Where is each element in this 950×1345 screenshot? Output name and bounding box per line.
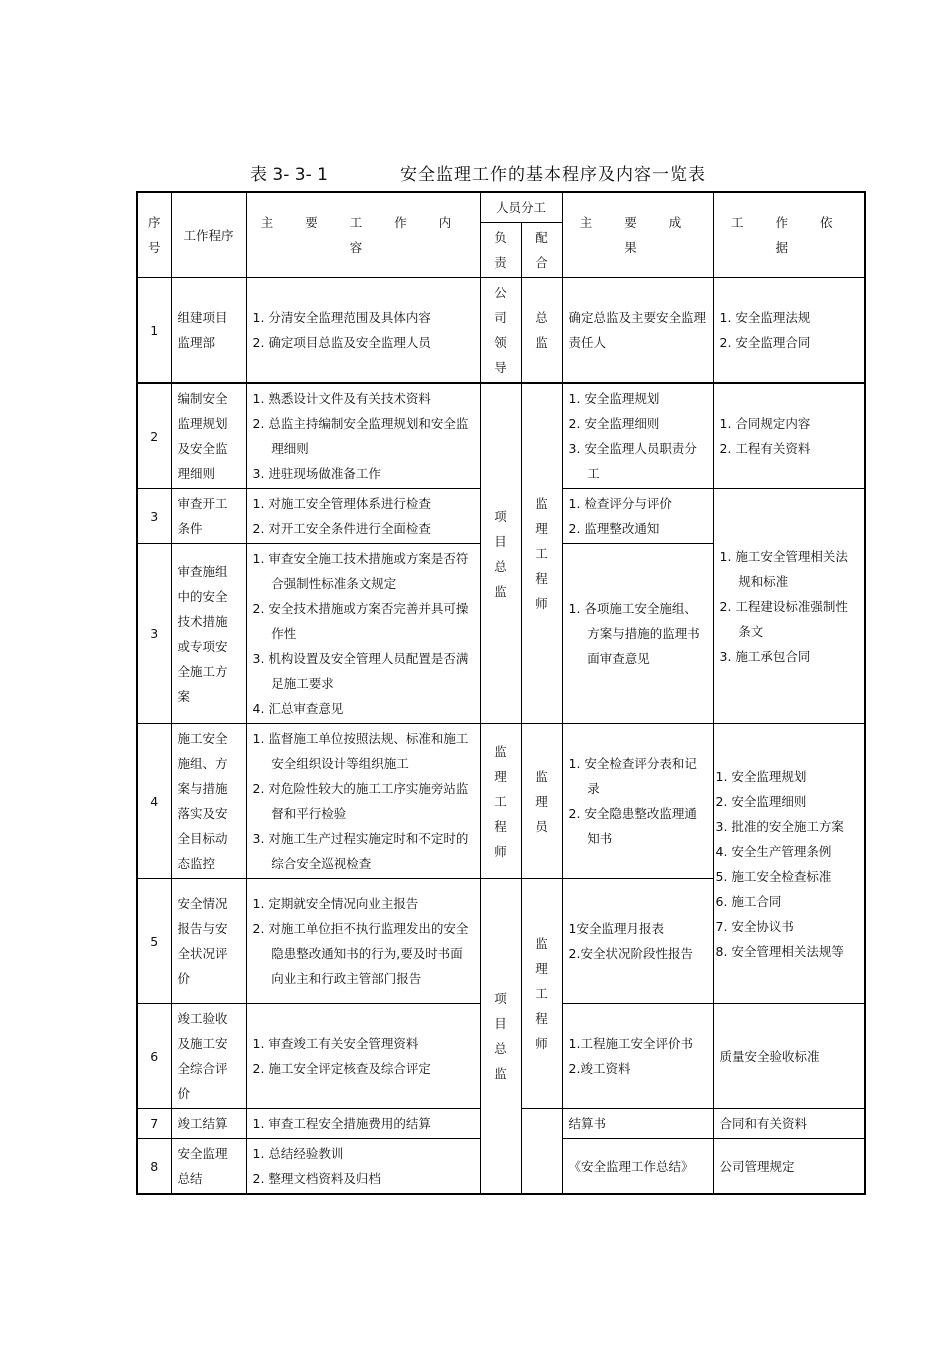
table-row xyxy=(137,724,865,879)
table-name: 安全监理工作的基本程序及内容一览表 xyxy=(400,165,706,185)
header-staffing: 人员分工 xyxy=(480,192,562,223)
content-cell: 1. 定期就安全情况向业主报告 2. 对施工单位拒不执行监理发出的安全隐患整改通知书的行为,要及时书面向业主和行政主管部门报告 xyxy=(246,879,480,1004)
basis-cell: 1. 合同规定内容 2. 工程有关资料 xyxy=(713,383,865,489)
lead-cell: 监理工程师 xyxy=(480,724,521,879)
results-cell: 确定总监及主要安全监理责任人 xyxy=(562,278,713,384)
lead-cell-merged: 项目总监 xyxy=(480,879,521,1195)
table-row xyxy=(137,278,865,384)
seq-cell: 2 xyxy=(137,383,171,489)
content-cell: 1. 熟悉设计文件及有关技术资料 2. 总监主持编制安全监理规划和安全监理细则 3. 进驻现场做准备工作 xyxy=(246,383,480,489)
results-cell: 1安全监理月报表 2.安全状况阶段性报告 xyxy=(562,879,713,1004)
content-cell: 1. 审查工程安全措施费用的结算 xyxy=(246,1109,480,1139)
procedure-cell: 安全监理总结 xyxy=(171,1139,246,1195)
results-cell: 1. 安全监理规划 2. 安全监理细则 3. 安全监理人员职责分工 xyxy=(562,383,713,489)
seq-cell: 8 xyxy=(137,1139,171,1195)
seq-cell: 3 xyxy=(137,489,171,544)
seq-cell: 6 xyxy=(137,1004,171,1109)
content-cell: 1. 监督施工单位按照法规、标准和施工安全组织设计等组织施工 2. 对危险性较大的施工工序实施旁站监督和平行检验 3. 对施工生产过程实施定时和不定时的综合安全巡视检查 xyxy=(246,724,480,879)
content-cell: 1. 总结经验教训 2. 整理文档资料及归档 xyxy=(246,1139,480,1195)
header-assist: 配合 xyxy=(521,223,562,278)
procedure-cell: 竣工结算 xyxy=(171,1109,246,1139)
basis-cell: 合同和有关资料 xyxy=(713,1109,865,1139)
results-cell: 1. 安全检查评分表和记录 2. 安全隐患整改监理通知书 xyxy=(562,724,713,879)
basis-cell: 1. 安全监理法规 2. 安全监理合同 xyxy=(713,278,865,384)
assist-cell: 总监 xyxy=(521,278,562,384)
procedure-cell: 审查施组中的安全技术措施或专项安全施工方案 xyxy=(171,544,246,724)
basis-cell: 1. 安全监理规划 2. 安全监理细则 3. 批准的安全施工方案 4. 安全生产管理条例 5. 施工安全检查标准 6. 施工合同 7. 安全协议书 8. 安全管理相关法规等 xyxy=(713,724,865,1004)
procedure-cell: 施工安全施组、方案与措施落实及安全目标动态监控 xyxy=(171,724,246,879)
seq-cell: 7 xyxy=(137,1109,171,1139)
basis-cell: 公司管理规定 xyxy=(713,1139,865,1195)
results-cell: 《安全监理工作总结》 xyxy=(562,1139,713,1195)
results-cell: 结算书 xyxy=(562,1109,713,1139)
seq-cell: 4 xyxy=(137,724,171,879)
procedure-cell: 安全情况报告与安全状况评价 xyxy=(171,879,246,1004)
header-seq: 序号 xyxy=(137,192,171,278)
header-lead: 负责 xyxy=(480,223,521,278)
procedure-cell: 审查开工条件 xyxy=(171,489,246,544)
procedure-cell: 编制安全监理规划及安全监理细则 xyxy=(171,383,246,489)
lead-cell-merged: 项目总监 xyxy=(480,383,521,724)
header-results: 主 要 成 果 xyxy=(562,192,713,278)
results-cell: 1. 检查评分与评价 2. 监理整改通知 xyxy=(562,489,713,544)
assist-cell-empty xyxy=(521,1109,562,1195)
content-cell: 1. 审查安全施工技术措施或方案是否符合强制性标准条文规定 2. 安全技术措施或方案否完善并具可操作性 3. 机构设置及安全管理人员配置是否满足施工要求 4. 汇总审查意见 xyxy=(246,544,480,724)
seq-cell: 5 xyxy=(137,879,171,1004)
basis-cell: 质量安全验收标准 xyxy=(713,1004,865,1109)
content-cell: 1. 审查竣工有关安全管理资料 2. 施工安全评定核查及综合评定 xyxy=(246,1004,480,1109)
header-procedure: 工作程序 xyxy=(171,192,246,278)
table-title xyxy=(0,160,950,184)
procedure-table xyxy=(136,191,866,1195)
content-cell: 1. 对施工安全管理体系进行检查 2. 对开工安全条件进行全面检查 xyxy=(246,489,480,544)
assist-cell: 监理员 xyxy=(521,724,562,879)
results-cell: 1. 各项施工安全施组、方案与措施的监理书面审查意见 xyxy=(562,544,713,724)
header-content: 主 要 工 作 内 容 xyxy=(246,192,480,278)
assist-cell-merged: 监理工程师 xyxy=(521,879,562,1109)
results-cell: 1.工程施工安全评价书 2.竣工资料 xyxy=(562,1004,713,1109)
assist-cell-merged: 监理工程师 xyxy=(521,383,562,724)
table-row xyxy=(137,383,865,489)
header-basis: 工 作 依 据 xyxy=(713,192,865,278)
table-number: 表 3- 3- 1 xyxy=(250,165,328,185)
seq-cell: 1 xyxy=(137,278,171,384)
lead-cell: 公司领导 xyxy=(480,278,521,384)
content-cell: 1. 分清安全监理范围及具体内容 2. 确定项目总监及安全监理人员 xyxy=(246,278,480,384)
basis-cell: 1. 施工安全管理相关法规和标准 2. 工程建设标准强制性条文 3. 施工承包合同 xyxy=(713,489,865,724)
seq-cell: 3 xyxy=(137,544,171,724)
procedure-cell: 竣工验收及施工安全综合评价 xyxy=(171,1004,246,1109)
procedure-cell: 组建项目监理部 xyxy=(171,278,246,384)
